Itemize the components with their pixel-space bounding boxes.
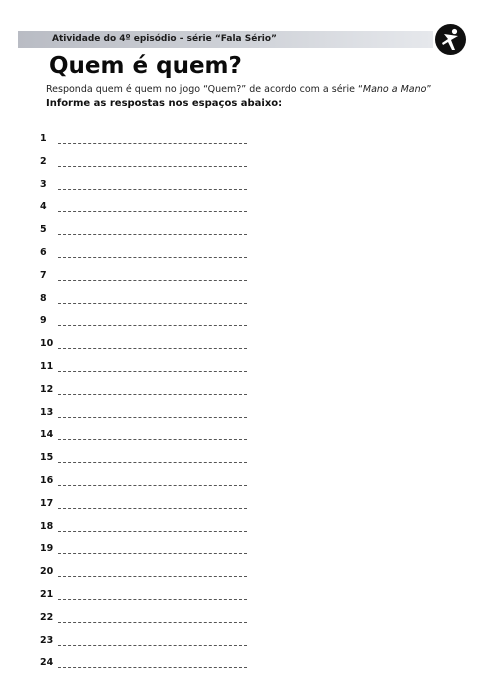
answer-number: 22 (40, 611, 54, 623)
answer-row (40, 657, 252, 671)
answer-blank[interactable] (58, 553, 247, 554)
answer-number: 9 (40, 315, 47, 327)
answer-row (40, 498, 252, 512)
answer-row (40, 224, 252, 238)
intro-text (46, 83, 431, 96)
intro-prefix: Responda quem é quem no jogo “Quem?” de acordo com a série “ (46, 84, 363, 95)
answer-row (40, 247, 252, 261)
answer-number: 1 (40, 133, 47, 144)
answer-blank[interactable] (58, 348, 247, 349)
answer-number: 4 (40, 201, 47, 213)
activity-label: Atividade do 4º episódio - série “Fala Sério” (52, 34, 277, 44)
answer-row (40, 361, 252, 375)
answer-number: 24 (40, 657, 54, 669)
answer-blank[interactable] (58, 508, 247, 509)
answer-blank[interactable] (58, 394, 247, 395)
answer-row (40, 635, 252, 649)
answer-number: 23 (40, 634, 54, 646)
answer-row (40, 452, 252, 466)
answer-row (40, 270, 252, 284)
answer-blank[interactable] (58, 143, 247, 144)
answer-number: 21 (40, 589, 54, 600)
answer-number: 3 (40, 178, 47, 190)
answer-blank[interactable] (58, 189, 247, 190)
answer-blank[interactable] (58, 166, 247, 167)
answer-row (40, 179, 252, 193)
answer-row (40, 429, 252, 443)
answer-row (40, 315, 252, 329)
answer-number: 14 (40, 429, 54, 441)
answer-blank[interactable] (58, 211, 247, 212)
answer-row (40, 475, 252, 489)
answer-blank[interactable] (58, 417, 247, 418)
answer-blank[interactable] (58, 531, 247, 532)
answer-row (40, 566, 252, 580)
instruction-text: Informe as respostas nos espaços abaixo: (46, 98, 283, 109)
answer-number: 8 (40, 292, 47, 304)
answer-blank[interactable] (58, 325, 247, 326)
answer-blank[interactable] (58, 667, 247, 668)
answer-blank[interactable] (58, 257, 247, 258)
answer-number: 13 (40, 406, 54, 418)
answer-number: 5 (40, 224, 47, 236)
answer-blank[interactable] (58, 234, 247, 235)
answer-blank[interactable] (58, 599, 247, 600)
answer-blank[interactable] (58, 622, 247, 623)
answer-row (40, 156, 252, 170)
answer-blank[interactable] (58, 303, 247, 304)
answer-row (40, 201, 252, 215)
answer-number: 6 (40, 247, 47, 258)
answer-blank[interactable] (58, 439, 247, 440)
intro-suffix: ” (426, 84, 432, 95)
answer-row (40, 612, 252, 626)
answer-row (40, 293, 252, 307)
answer-blank[interactable] (58, 280, 247, 281)
answer-number: 2 (40, 155, 47, 167)
answer-blank[interactable] (58, 645, 247, 646)
answer-number: 16 (40, 475, 54, 486)
answer-number: 15 (40, 452, 54, 464)
answer-row (40, 338, 252, 352)
answer-number: 7 (40, 269, 47, 281)
answer-row (40, 589, 252, 603)
answer-number: 18 (40, 520, 54, 532)
answer-row (40, 521, 252, 535)
answer-number: 17 (40, 497, 54, 509)
answer-row (40, 407, 252, 421)
answer-blank[interactable] (58, 485, 247, 486)
answer-blank[interactable] (58, 576, 247, 577)
answer-number: 11 (40, 361, 54, 372)
answer-number: 19 (40, 543, 54, 555)
answer-number: 10 (40, 338, 54, 350)
answer-number: 20 (40, 566, 54, 578)
answer-row (40, 133, 252, 147)
answer-number: 12 (40, 383, 54, 395)
answer-blank[interactable] (58, 462, 247, 463)
figure-running-icon (435, 24, 466, 55)
series-name: Mano a Mano (362, 84, 427, 95)
answer-blank[interactable] (58, 371, 247, 372)
page-title: Quem é quem? (49, 53, 242, 79)
answer-row (40, 543, 252, 557)
answer-row (40, 384, 252, 398)
